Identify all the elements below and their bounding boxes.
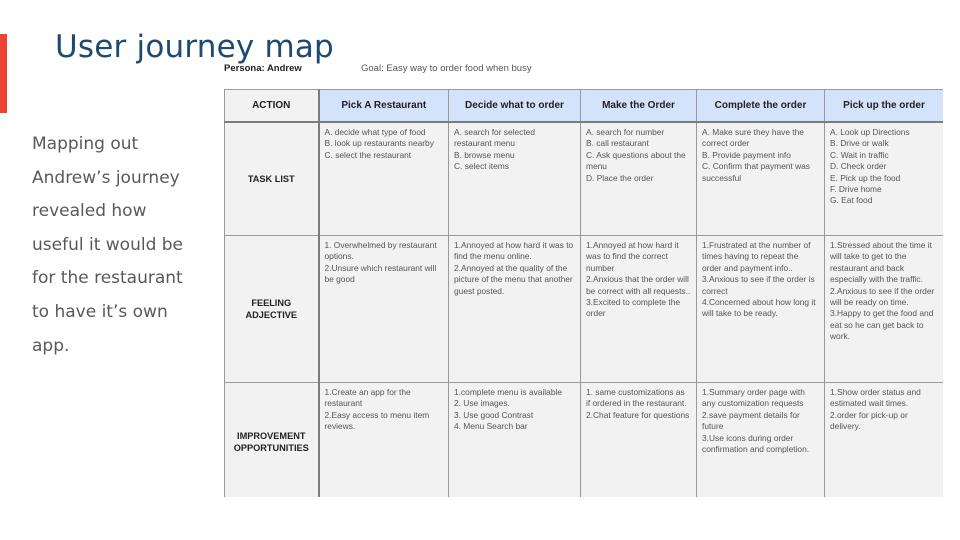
table-cell xyxy=(449,122,581,236)
cell-line: 4.Concerned about how long it will take to be ready. xyxy=(702,297,816,319)
cell-line: 1.Stressed about the time it will take to get to the restaurant and back especially with the traffic. xyxy=(830,240,932,285)
cell-line: 2.order for pick-up or delivery. xyxy=(830,409,908,432)
cell-line: 1.Annoyed at how hard it was to find the menu online. xyxy=(454,240,574,262)
summary-text xyxy=(32,128,207,363)
cell-line: 4. Menu Search bar xyxy=(454,421,528,432)
cell-line: D. Check order xyxy=(830,161,887,172)
table-cell xyxy=(581,383,697,498)
column-header: Decide what to order xyxy=(449,90,581,123)
summary-line: for the restaurant xyxy=(32,268,183,289)
table-cell xyxy=(449,383,581,498)
goal-label: Goal: Easy way to order food when busy xyxy=(361,63,532,74)
cell-line: C. Confirm that payment was successful xyxy=(702,161,810,183)
summary-line: app. xyxy=(32,335,70,356)
table-cell xyxy=(319,383,449,498)
summary-line: to have it’s own xyxy=(32,301,168,322)
row-header: TASK LIST xyxy=(225,122,319,236)
cell-line: 1. Overwhelmed by restaurant options. xyxy=(324,240,437,262)
table-cell xyxy=(697,122,825,236)
cell-line: 3.Happy to get the food and eat so he can get back to work. xyxy=(830,308,934,342)
cell-line: C. select the restaurant xyxy=(324,149,412,160)
cell-line: B. Provide payment info xyxy=(702,149,791,160)
cell-line: 2. Use images. xyxy=(454,398,510,409)
column-header: Pick up the order xyxy=(825,90,944,123)
cell-line: 2.Easy access to menu item reviews. xyxy=(324,409,430,432)
summary-line: Mapping out xyxy=(32,134,139,154)
cell-line: G. Eat food xyxy=(830,195,873,206)
cell-line: A. search for number xyxy=(586,127,665,137)
persona-label: Persona: Andrew xyxy=(224,63,302,74)
table-cell xyxy=(825,236,944,383)
cell-line: B. browse menu xyxy=(454,149,515,160)
table-cell xyxy=(581,236,697,383)
cell-line: 1.Frustrated at the number of times having to repeat the order and payment info.. xyxy=(702,240,811,273)
cell-line: A. search for selected restaurant menu xyxy=(454,127,535,149)
table-cell xyxy=(319,236,449,383)
cell-line: C. Wait in traffic xyxy=(830,149,889,160)
cell-line: 1.Summary order page with any customization requests xyxy=(702,387,805,409)
cell-line: 3. Use good Contrast xyxy=(454,409,534,420)
cell-line: B. call restaurant xyxy=(586,138,649,149)
cell-line: 2.save payment details for future xyxy=(702,409,800,432)
cell-line: 2.Unsure which restaurant will be good xyxy=(324,262,437,285)
table-cell xyxy=(581,122,697,236)
journey-table xyxy=(224,89,943,497)
journey-map xyxy=(224,89,943,497)
table-cell xyxy=(825,383,944,498)
table-cell xyxy=(697,236,825,383)
cell-line: D. Place the order xyxy=(586,172,654,183)
cell-line: B. Drive or walk xyxy=(830,138,889,149)
cell-line: C. select items xyxy=(454,161,509,172)
header-row xyxy=(225,90,944,123)
cell-line: A. Look up Directions xyxy=(830,127,910,137)
cell-line: 2.Anxious to see if the order will be ready on time. xyxy=(830,285,935,308)
cell-line: F. Drive home xyxy=(830,184,882,195)
table-cell xyxy=(319,122,449,236)
row-header: IMPROVEMENT OPPORTUNITIES xyxy=(225,383,319,498)
table-row-task-list xyxy=(225,122,944,236)
table-row-feeling-adjective xyxy=(225,236,944,383)
cell-line: A. decide what type of food xyxy=(324,127,426,137)
cell-line: 1.Create an app for the restaurant xyxy=(324,387,411,409)
table-cell xyxy=(697,383,825,498)
column-header-action: ACTION xyxy=(225,90,319,123)
cell-line: E. Pick up the food xyxy=(830,172,901,183)
cell-line: B. look up restaurants nearby xyxy=(324,138,434,149)
page-title: User journey map xyxy=(55,28,334,65)
row-header: FEELING ADJECTIVE xyxy=(225,236,319,383)
table-cell xyxy=(825,122,944,236)
cell-line: A. Make sure they have the correct order xyxy=(702,127,804,149)
cell-line: 1.complete menu is available xyxy=(454,387,563,397)
column-header: Make the Order xyxy=(581,90,697,123)
cell-line: 1.Annoyed at how hard it was to find the correct number xyxy=(586,240,679,273)
cell-line: 2.Anxious that the order will be correct with all requests.. xyxy=(586,274,691,296)
summary-line: revealed how xyxy=(32,201,147,222)
table-row-improvement-opportunities xyxy=(225,383,944,498)
cell-line: 3.Use icons during order confirmation and completion. xyxy=(702,432,810,455)
cell-line: 1. same customizations as if ordered in the restaurant. xyxy=(586,387,687,409)
cell-line: C. Ask questions about the menu xyxy=(586,149,686,172)
accent-bar xyxy=(0,34,7,113)
cell-line: 1.Show order status and estimated wait times. xyxy=(830,387,921,409)
cell-line: 3.Excited to complete the order xyxy=(586,297,681,319)
column-header: Complete the order xyxy=(697,90,825,123)
summary-line: Andrew’s journey xyxy=(32,167,180,188)
cell-line: 2.Annoyed at the quality of the picture of the menu that another guest posted. xyxy=(454,262,573,296)
cell-line: 3.Anxious to see if the order is correct xyxy=(702,274,815,296)
summary-line: useful it would be xyxy=(32,234,184,255)
column-header: Pick A Restaurant xyxy=(319,90,449,123)
cell-line: 2.Chat feature for questions xyxy=(586,409,690,420)
table-cell xyxy=(449,236,581,383)
